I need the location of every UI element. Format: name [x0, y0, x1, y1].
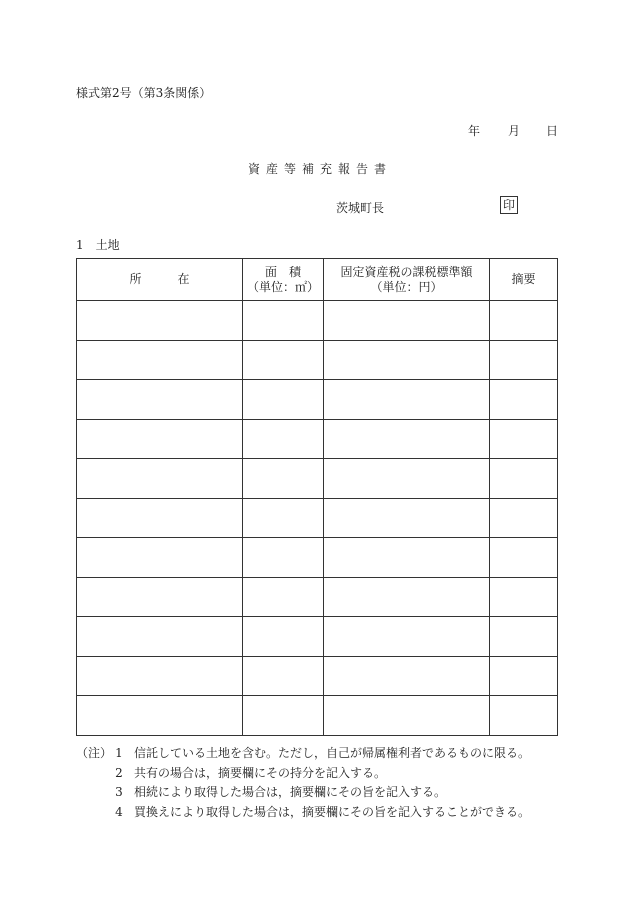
date-day-label: 日	[546, 124, 559, 138]
table-header-row	[77, 259, 558, 301]
header-location-label: 所 在	[129, 272, 190, 286]
location-cell[interactable]	[77, 419, 243, 459]
area-cell[interactable]	[243, 419, 324, 459]
location-cell[interactable]	[77, 696, 243, 736]
table-row	[77, 459, 558, 499]
area-cell[interactable]	[243, 577, 324, 617]
table-row	[77, 380, 558, 420]
addressee: 茨城町長	[336, 201, 385, 215]
area-cell[interactable]	[243, 656, 324, 696]
location-cell[interactable]	[77, 538, 243, 578]
tax-base-cell[interactable]	[324, 459, 490, 499]
note-text: 買換えにより取得した場合は，摘要欄にその旨を記入することができる。	[134, 804, 531, 819]
location-cell[interactable]	[77, 301, 243, 341]
date-year-label: 年	[468, 124, 481, 138]
table-row	[77, 340, 558, 380]
note-item	[76, 803, 530, 823]
remarks-cell[interactable]	[490, 656, 558, 696]
note-number: 3	[115, 785, 123, 799]
notes	[76, 744, 530, 822]
land-table	[76, 258, 558, 736]
tax-base-cell[interactable]	[324, 617, 490, 657]
remarks-cell[interactable]	[490, 577, 558, 617]
seal-mark: 印	[500, 196, 518, 214]
tax-base-cell[interactable]	[324, 498, 490, 538]
area-cell[interactable]	[243, 301, 324, 341]
area-cell[interactable]	[243, 617, 324, 657]
area-cell[interactable]	[243, 696, 324, 736]
header-remarks	[490, 259, 558, 301]
header-remarks-label: 摘要	[511, 272, 536, 286]
table-row	[77, 301, 558, 341]
table-row	[77, 538, 558, 578]
note-item	[76, 783, 530, 803]
tax-base-cell[interactable]	[324, 656, 490, 696]
area-cell[interactable]	[243, 459, 324, 499]
note-text: 相続により取得した場合は，摘要欄にその旨を記入する。	[134, 785, 447, 799]
header-area-unit: （単位：㎡）	[246, 279, 319, 294]
location-cell[interactable]	[77, 380, 243, 420]
table-row	[77, 696, 558, 736]
area-cell[interactable]	[243, 538, 324, 578]
area-cell[interactable]	[243, 380, 324, 420]
tax-base-cell[interactable]	[324, 538, 490, 578]
remarks-cell[interactable]	[490, 459, 558, 499]
remarks-cell[interactable]	[490, 301, 558, 341]
remarks-cell[interactable]	[490, 617, 558, 657]
date-line	[468, 122, 558, 139]
location-cell[interactable]	[77, 617, 243, 657]
location-cell[interactable]	[77, 340, 243, 380]
tax-base-cell[interactable]	[324, 419, 490, 459]
tax-base-cell[interactable]	[324, 696, 490, 736]
header-area	[243, 259, 324, 301]
area-cell[interactable]	[243, 340, 324, 380]
remarks-cell[interactable]	[490, 419, 558, 459]
table-row	[77, 419, 558, 459]
remarks-cell[interactable]	[490, 538, 558, 578]
remarks-cell[interactable]	[490, 340, 558, 380]
tax-base-cell[interactable]	[324, 380, 490, 420]
location-cell[interactable]	[77, 459, 243, 499]
remarks-cell[interactable]	[490, 696, 558, 736]
location-cell[interactable]	[77, 656, 243, 696]
section-heading: 1 土地	[76, 238, 120, 252]
tax-base-cell[interactable]	[324, 301, 490, 341]
note-number: 2	[115, 765, 123, 780]
note-number: 4	[115, 804, 123, 819]
form-number: 様式第2号（第3条関係）	[76, 86, 212, 100]
table-row	[77, 498, 558, 538]
note-item	[76, 764, 530, 784]
header-tax-base-unit: （単位：円）	[370, 279, 443, 294]
location-cell[interactable]	[77, 498, 243, 538]
header-tax-base	[324, 259, 490, 301]
notes-prefix: （注）	[76, 746, 113, 760]
table-row	[77, 577, 558, 617]
note-text: 信託している土地を含む。ただし，自己が帰属権利者であるものに限る。	[134, 746, 531, 760]
date-month-label: 月	[508, 124, 521, 138]
header-area-label: 面 積	[264, 264, 301, 279]
tax-base-cell[interactable]	[324, 577, 490, 617]
tax-base-cell[interactable]	[324, 340, 490, 380]
note-number: 1	[115, 746, 123, 760]
header-tax-base-label: 固定資産税の課税標準額	[340, 264, 473, 279]
area-cell[interactable]	[243, 498, 324, 538]
document-title: 資産等補充報告書	[247, 162, 392, 176]
note-text: 共有の場合は，摘要欄にその持分を記入する。	[134, 765, 387, 780]
remarks-cell[interactable]	[490, 380, 558, 420]
remarks-cell[interactable]	[490, 498, 558, 538]
note-item	[76, 744, 530, 764]
table-row	[77, 617, 558, 657]
table-row	[77, 656, 558, 696]
header-location	[77, 259, 243, 301]
location-cell[interactable]	[77, 577, 243, 617]
